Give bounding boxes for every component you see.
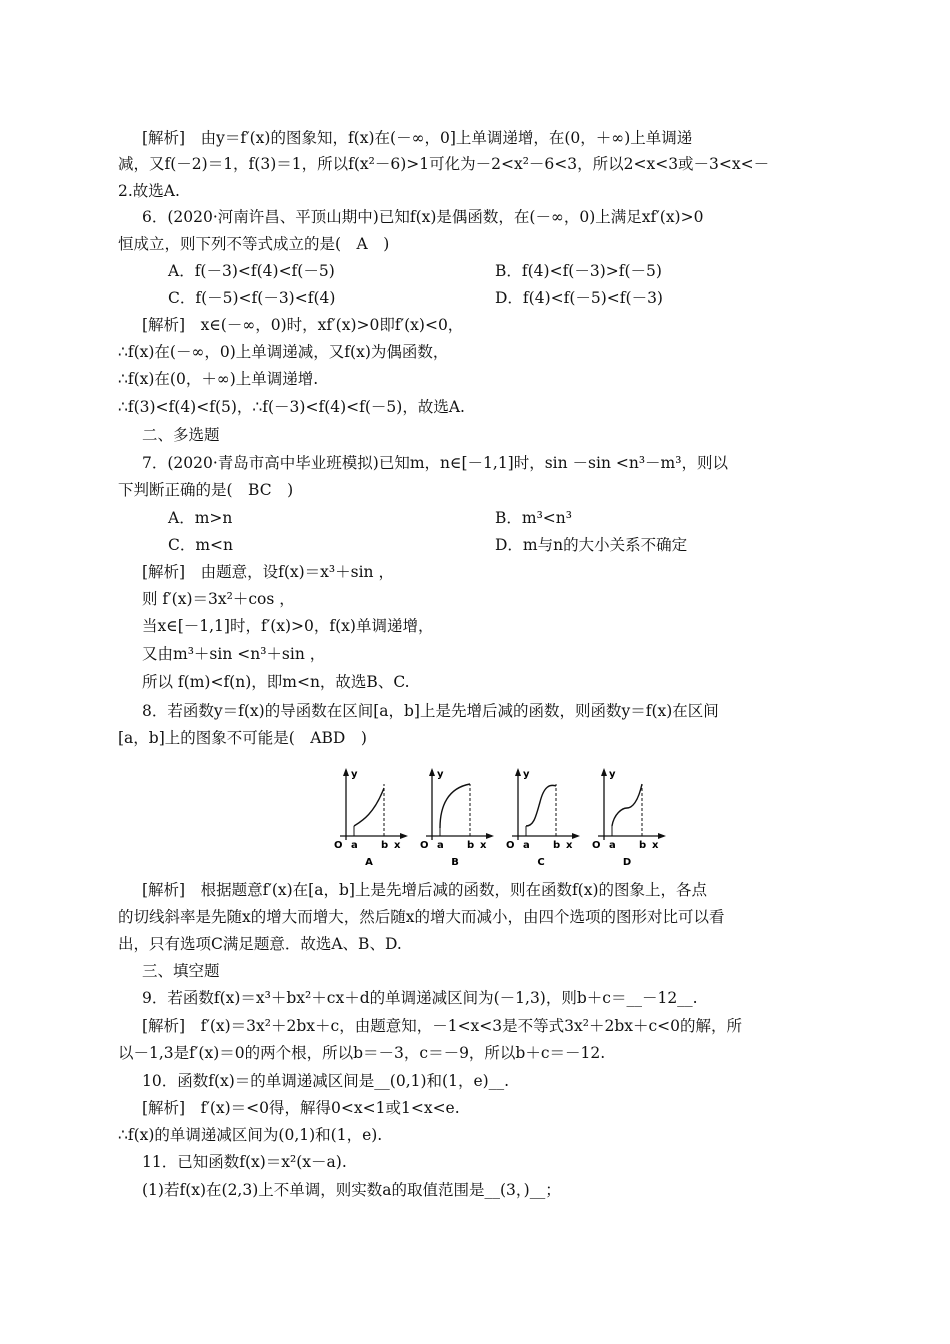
graph-curve — [612, 784, 642, 826]
option-label: C — [537, 857, 545, 868]
a-label: a — [523, 840, 530, 851]
line-text: 10．函数f(x)＝的单调递减区间是__(0,1)和(1，e)__. — [142, 1072, 510, 1090]
option-label: A — [365, 857, 373, 868]
line-text: [解析] x∈(－∞，0)时，xf′(x)>0即f′(x)<0， — [142, 316, 464, 334]
line-text: 2.故选A. — [118, 182, 180, 200]
x-axis-arrow — [486, 833, 494, 839]
option-left: C．m<n — [168, 536, 234, 554]
line-text: 三、填空题 — [142, 962, 220, 980]
option-graphs-figure — [332, 766, 662, 866]
line-text: 又由m³＋sin <n³＋sin ， — [142, 645, 326, 663]
option-left: A．m>n — [168, 509, 233, 527]
a-label: a — [351, 840, 358, 851]
line-text: 出，只有选项C满足题意．故选A、B、D. — [118, 935, 402, 953]
line-text: 二、多选题 — [142, 426, 220, 444]
graph-curve — [440, 784, 470, 828]
option-left: A．f(－3)<f(4)<f(－5) — [168, 262, 335, 280]
a-label: a — [609, 840, 616, 851]
x-label: x — [652, 840, 659, 851]
line-text: (1)若f(x)在(2,3)上不单调，则实数a的取值范围是__(3，)__； — [142, 1181, 561, 1199]
line-text: 6．(2020·河南许昌、平顶山期中)已知f(x)是偶函数，在(－∞，0)上满足xf′(x)>0 — [142, 208, 704, 226]
option-right: D．m与n的大小关系不确定 — [495, 536, 688, 554]
option-right: B．m³<n³ — [495, 509, 572, 527]
y-axis-arrow — [601, 768, 607, 776]
x-axis-arrow — [572, 833, 580, 839]
line-text: 8．若函数y＝f(x)的导函数在区间[a，b]上是先增后减的函数，则函数y＝f(x)在区间 — [142, 702, 719, 720]
a-label: a — [437, 840, 444, 851]
line-text: 则 f′(x)＝3x²＋cos ， — [142, 590, 295, 608]
y-axis-arrow — [343, 768, 349, 776]
x-label: x — [566, 840, 573, 851]
x-axis-arrow — [400, 833, 408, 839]
line-text: ∴f(3)<f(4)<f(5)，∴f(－3)<f(4)<f(－5)，故选A. — [118, 398, 465, 416]
y-label: y — [351, 769, 358, 780]
option-left: C．f(－5)<f(－3)<f(4) — [168, 289, 336, 307]
b-label: b — [467, 840, 475, 851]
line-text: [解析] 由题意，设f(x)＝x³＋sin ， — [142, 563, 394, 581]
graph-curve — [526, 785, 556, 826]
line-text: 所以 f(m)<f(n)，即m<n，故选B、C. — [142, 673, 410, 691]
line-text: 下判断正确的是( BC ) — [118, 481, 294, 499]
b-label: b — [381, 840, 389, 851]
line-text: 9．若函数f(x)＝x³＋bx²＋cx＋d的单调递减区间为(－1,3)，则b＋c＝__－12__. — [142, 989, 698, 1007]
y-label: y — [609, 769, 616, 780]
line-text: 恒成立，则下列不等式成立的是( A ) — [118, 235, 390, 253]
y-axis-arrow — [515, 768, 521, 776]
line-text: 当x∈[－1,1]时，f′(x)>0，f(x)单调递增， — [142, 617, 434, 635]
line-text: [解析] f′(x)＝<0得，解得0<x<1或1<x<e. — [142, 1099, 460, 1117]
line-text: ∴f(x)的单调递减区间为(0,1)和(1，e). — [118, 1126, 383, 1144]
x-label: x — [480, 840, 487, 851]
line-text: 的切线斜率是先随x的增大而增大，然后随x的增大而减小，由四个选项的图形对比可以看 — [118, 908, 725, 926]
origin-label: O — [506, 840, 515, 851]
line-text: [解析] 根据题意f′(x)在[a，b]上是先增后减的函数，则在函数f(x)的图象上，各点 — [142, 881, 708, 899]
origin-label: O — [592, 840, 601, 851]
line-text: 7．(2020·青岛市高中毕业班模拟)已知m，n∈[－1,1]时，sin －sin <n³－m³，则以 — [142, 454, 728, 472]
x-label: x — [394, 840, 401, 851]
option-graphs-svg — [332, 766, 662, 866]
option-right: B．f(4)<f(－3)>f(－5) — [495, 262, 662, 280]
graph-curve — [354, 788, 384, 826]
line-text: ∴f(x)在(－∞，0)上单调递减，又f(x)为偶函数， — [118, 343, 449, 361]
line-text: [解析] 由y＝f′(x)的图象知，f(x)在(－∞，0]上单调递增，在(0，＋∞)上单调递 — [142, 129, 693, 147]
y-axis-arrow — [429, 768, 435, 776]
line-text: [解析] f′(x)＝3x²＋2bx＋c，由题意知，－1<x<3是不等式3x²＋2bx＋c<0的解，所 — [142, 1017, 743, 1035]
line-text: 减，又f(－2)＝1，f(3)＝1，所以f(x²－6)>1可化为－2<x²－6<3，所以2<x<3或－3<x<－ — [118, 155, 770, 173]
y-label: y — [523, 769, 530, 780]
b-label: b — [553, 840, 561, 851]
origin-label: O — [420, 840, 429, 851]
option-label: D — [622, 857, 632, 868]
option-label: B — [451, 857, 459, 868]
b-label: b — [639, 840, 647, 851]
line-text: ∴f(x)在(0，＋∞)上单调递增. — [118, 370, 319, 388]
option-right: D．f(4)<f(－5)<f(－3) — [495, 289, 663, 307]
y-label: y — [437, 769, 444, 780]
line-text: 11．已知函数f(x)＝x²(x－a). — [142, 1153, 347, 1171]
line-text: [a，b]上的图象不可能是( ABD ) — [118, 729, 367, 747]
line-text: 以－1,3是f′(x)＝0的两个根，所以b＝－3，c＝－9，所以b＋c＝－12. — [118, 1044, 606, 1062]
origin-label: O — [334, 840, 343, 851]
